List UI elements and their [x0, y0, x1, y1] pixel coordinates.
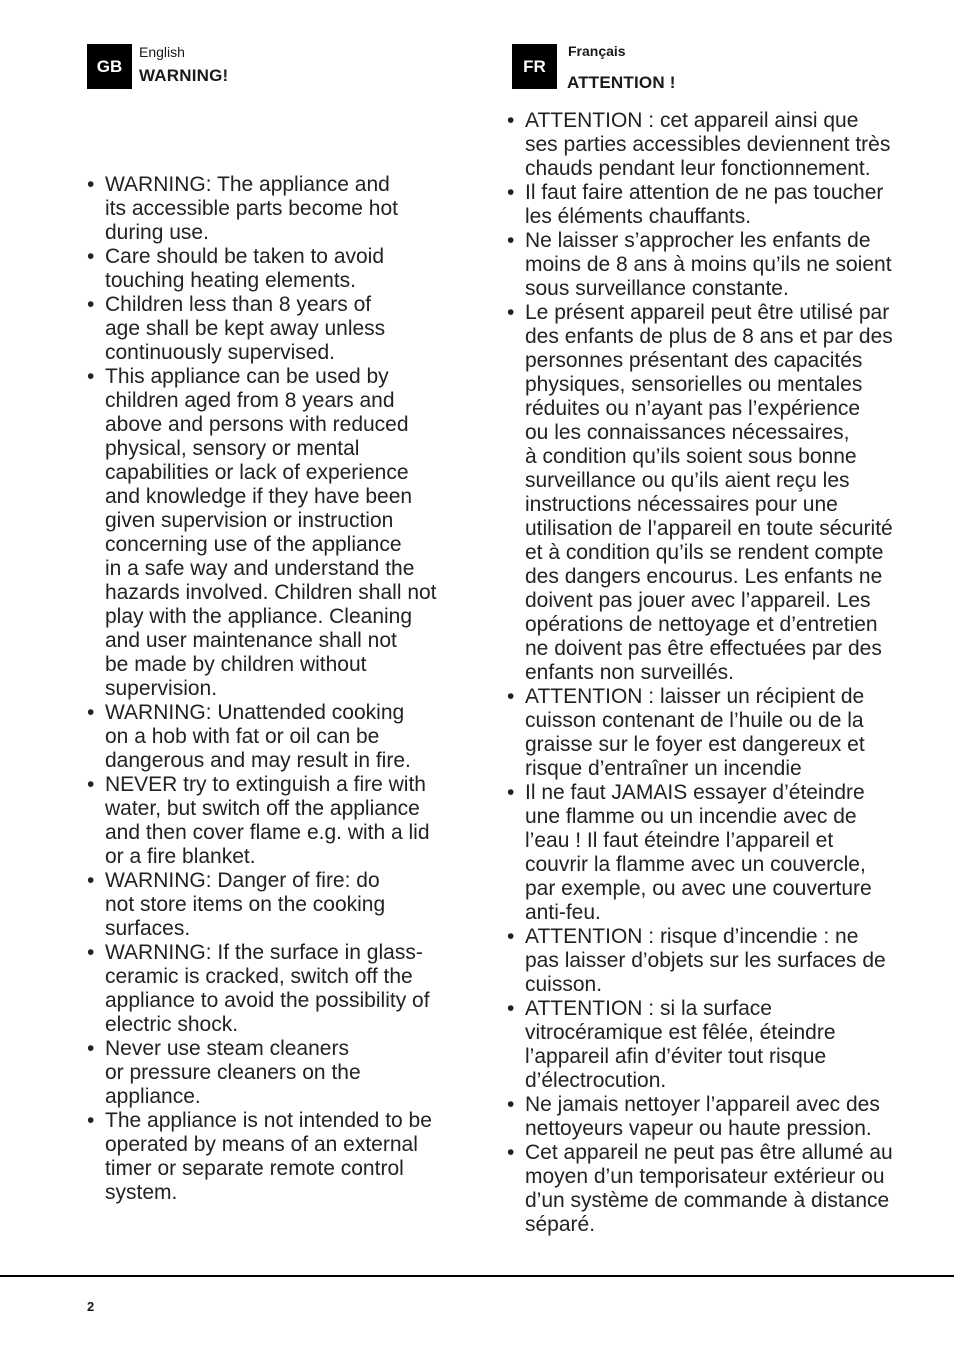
bullet-icon: • [507, 925, 515, 948]
gb-warning-list [87, 173, 467, 1205]
bullet-icon: • [507, 1093, 515, 1116]
gb-list-item [87, 869, 467, 941]
gb-list-item [87, 1037, 467, 1109]
fr-list-item [507, 781, 952, 925]
bullet-icon: • [507, 997, 515, 1020]
gb-list-item-text: WARNING: Danger of fire: do not store items on the cooking surfaces. [105, 869, 386, 940]
fr-list-item-text: Le présent appareil peut être utilisé par des enfants de plus de 8 ans et par des personnes présentant des capacités physiques, sensorielles ou mentales réduites ou n’ayant pas l’expérience ou les connaissances nécessaires, à condition qu’ils soient sous bonne surveillance ou qu’ils aient reçu les instructions nécessaires pour une utilisation de l’appareil en toute sécurité et à condition qu’ils se rendent compte des dangers encourus. Les enfants ne doivent pas jouer avec l’appareil. Les opérations de nettoyage et d’entretien ne doivent pas être effectuées par des enfants non surveillés. [525, 301, 893, 684]
bullet-icon: • [87, 173, 95, 196]
fr-list-item-text: ATTENTION : si la surface vitrocéramique est fêlée, éteindre l’appareil afin d’éviter tout risque d’électrocution. [525, 997, 836, 1092]
bullet-icon: • [507, 301, 515, 324]
gb-list-item [87, 773, 467, 869]
bullet-icon: • [507, 685, 515, 708]
gb-list-item-text: Care should be taken to avoid touching heating elements. [105, 245, 385, 292]
page-number: 2 [87, 1299, 95, 1314]
bullet-icon: • [87, 245, 95, 268]
fr-list-item [507, 181, 952, 229]
fr-list-item [507, 229, 952, 301]
fr-list-item-text: ATTENTION : cet appareil ainsi que ses parties accessibles deviennent très chauds pendant leur fonctionnement. [525, 109, 891, 180]
bullet-icon: • [507, 181, 515, 204]
gb-list-item-text: Never use steam cleaners or pressure cleaners on the appliance. [105, 1037, 361, 1108]
gb-list-item-text: WARNING: The appliance and its accessible parts become hot during use. [105, 173, 398, 244]
fr-warning-list [507, 109, 952, 1237]
fr-list-item-text: Cet appareil ne peut pas être allumé au moyen d’un temporisateur extérieur ou d’un système de commande à distance séparé. [525, 1141, 893, 1236]
fr-list-item [507, 997, 952, 1093]
bullet-icon: • [87, 941, 95, 964]
footer-divider [0, 1275, 954, 1277]
gb-list-item-text: NEVER try to extinguish a fire with water, but switch off the appliance and then cover flame e.g. with a lid or a fire blanket. [105, 773, 430, 868]
fr-list-item [507, 1093, 952, 1141]
fr-list-item [507, 925, 952, 997]
bullet-icon: • [87, 293, 95, 316]
gb-language-name: English [139, 44, 185, 60]
gb-list-item [87, 173, 467, 245]
gb-section-title: WARNING! [139, 66, 229, 85]
gb-list-item-text: This appliance can be used by children aged from 8 years and above and persons with reduced physical, sensory or mental capabilities or lack of experience and knowledge if they have been given supervision or instruction concerning use of the appliance in a safe way and understand the hazards involved. Children shall not play with the appliance. Cleaning and user maintenance shall not be made by children without supervision. [105, 365, 437, 700]
gb-list-item [87, 941, 467, 1037]
bullet-icon: • [507, 229, 515, 252]
fr-list-item-text: Il ne faut JAMAIS essayer d’éteindre une flamme ou un incendie avec de l’eau ! Il faut éteindre l’appareil et couvrir la flamme avec un couvercle, par exemple, ou avec une couverture anti-feu. [525, 781, 872, 924]
fr-list-item [507, 1141, 952, 1237]
gb-list-item [87, 1109, 467, 1205]
fr-list-item-text: ATTENTION : risque d’incendie : ne pas laisser d’objets sur les surfaces de cuisson. [525, 925, 886, 996]
bullet-icon: • [87, 365, 95, 388]
bullet-icon: • [507, 109, 515, 132]
fr-language-badge: FR [512, 44, 557, 89]
gb-list-item-text: Children less than 8 years of age shall be kept away unless continuously supervised. [105, 293, 386, 364]
bullet-icon: • [87, 869, 95, 892]
gb-language-badge: GB [87, 44, 132, 89]
fr-list-item [507, 301, 952, 685]
gb-list-item-text: WARNING: Unattended cooking on a hob with fat or oil can be dangerous and may result in fire. [105, 701, 411, 772]
bullet-icon: • [507, 1141, 515, 1164]
bullet-icon: • [507, 781, 515, 804]
bullet-icon: • [87, 773, 95, 796]
fr-list-item-text: Il faut faire attention de ne pas toucher les éléments chauffants. [525, 181, 884, 228]
gb-list-item [87, 701, 467, 773]
bullet-icon: • [87, 1037, 95, 1060]
gb-list-item [87, 245, 467, 293]
gb-list-item [87, 365, 467, 701]
gb-list-item-text: WARNING: If the surface in glass- ceramic is cracked, switch off the appliance to avoid the possibility of electric shock. [105, 941, 430, 1036]
fr-section-title: ATTENTION ! [567, 73, 676, 92]
fr-list-item-text: Ne jamais nettoyer l’appareil avec des nettoyeurs vapeur ou haute pression. [525, 1093, 880, 1140]
fr-language-name: Français [568, 43, 626, 59]
gb-list-item [87, 293, 467, 365]
bullet-icon: • [87, 1109, 95, 1132]
fr-list-item [507, 685, 952, 781]
fr-list-item-text: ATTENTION : laisser un récipient de cuisson contenant de l’huile ou de la graisse sur le foyer est dangereux et risque d’entraîner un incendie [525, 685, 865, 780]
fr-list-item [507, 109, 952, 181]
fr-list-item-text: Ne laisser s’approcher les enfants de moins de 8 ans à moins qu’ils ne soient sous surveillance constante. [525, 229, 892, 300]
gb-list-item-text: The appliance is not intended to be operated by means of an external timer or separate remote control system. [105, 1109, 432, 1204]
bullet-icon: • [87, 701, 95, 724]
